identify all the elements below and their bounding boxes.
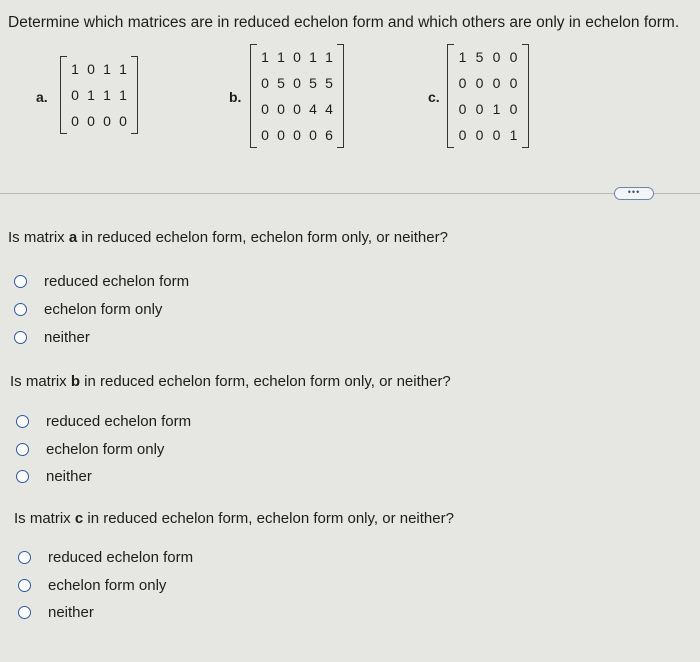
option-c-echelon[interactable] [18,577,166,594]
matrix-a-label: a. [36,89,48,105]
bracket-serif [251,147,257,148]
option-label: reduced echelon form [46,413,192,430]
bracket-serif [131,133,137,134]
question-c-matrix: c [74,510,84,527]
question-c-post: in reduced echelon form, echelon form only, or neither? [83,510,454,527]
matrix-cell: 0 [509,75,518,91]
bracket-serif [61,56,67,57]
matrix-cell: 1 [103,87,111,103]
bracket-serif [131,56,137,57]
question-b-pre: Is matrix [10,373,71,390]
matrix-cell: 1 [119,61,127,77]
matrix-cell: 0 [475,127,484,143]
matrix-cell: 1 [325,49,333,65]
option-a-neither[interactable] [14,329,90,346]
matrix-cell: 0 [87,113,95,129]
matrix-cell: 0 [277,101,285,117]
option-a-echelon[interactable] [14,301,162,318]
option-label: neither [44,329,90,346]
option-label: neither [48,604,94,621]
bracket-serif [522,44,528,45]
bracket-serif [337,147,343,148]
matrix-cell: 0 [509,49,518,65]
matrix-cell: 5 [475,49,484,65]
question-b [10,373,451,390]
matrix-cell: 0 [475,75,484,91]
matrix-cell: 0 [293,75,301,91]
question-a-matrix: a [68,229,78,246]
matrix-b-label: b. [229,89,242,105]
option-b-echelon[interactable] [16,441,164,458]
question-b-matrix: b [70,373,81,390]
radio-icon[interactable] [14,275,27,288]
option-label: reduced echelon form [44,273,190,290]
matrix-cell: 5 [277,75,285,91]
option-label: echelon form only [44,301,163,318]
matrix-cell: 1 [458,49,467,65]
matrix-cell: 1 [71,61,79,77]
bracket-serif [337,44,343,45]
option-a-reduced[interactable] [14,273,189,290]
option-label: reduced echelon form [48,549,194,566]
matrix-cell: 1 [509,127,518,143]
matrix-cell: 0 [458,101,467,117]
matrix-c-label: c. [428,89,440,105]
matrix-cell: 5 [309,75,317,91]
question-c [14,510,454,527]
option-c-reduced[interactable] [18,549,193,566]
matrix-cell: 0 [71,113,79,129]
question-a-post: in reduced echelon form, echelon form only, or neither? [77,229,448,246]
radio-icon[interactable] [18,606,31,619]
bracket-serif [251,44,257,45]
matrix-a-grid [60,56,138,134]
matrix-cell: 0 [475,101,484,117]
matrix-cell: 0 [293,49,301,65]
instructions-text: Determine which matrices are in reduced echelon form and which others are only in echelon form. [8,14,680,31]
section-divider [0,193,700,194]
matrix-cell: 0 [458,75,467,91]
question-a [8,229,448,246]
matrix-cell: 6 [325,127,333,143]
matrix-cell: 1 [261,49,269,65]
matrix-cell: 1 [277,49,285,65]
matrix-cell: 0 [119,113,127,129]
radio-icon[interactable] [18,579,31,592]
radio-icon[interactable] [14,331,27,344]
matrix-cell: 1 [87,87,95,103]
matrix-cell: 0 [492,49,501,65]
matrix-cell: 0 [261,127,269,143]
option-label: neither [46,468,92,485]
matrix-cell: 0 [492,127,501,143]
bracket-serif [522,147,528,148]
matrix-cell: 4 [325,101,333,117]
more-options-button[interactable]: ••• [614,187,654,200]
option-b-neither[interactable] [16,468,92,485]
matrix-cell: 1 [119,87,127,103]
matrix-cell: 5 [325,75,333,91]
matrix-cell: 0 [103,113,111,129]
question-c-pre: Is matrix [14,510,75,527]
bracket-serif [448,44,454,45]
bracket-serif [61,133,67,134]
option-label: echelon form only [48,577,167,594]
matrix-cell: 0 [87,61,95,77]
matrix-cell: 0 [293,127,301,143]
matrix-cell: 1 [492,101,501,117]
radio-icon[interactable] [16,415,29,428]
bracket-serif [448,147,454,148]
matrix-cell: 1 [309,49,317,65]
matrix-b-grid [250,44,344,148]
question-b-post: in reduced echelon form, echelon form only, or neither? [80,373,451,390]
matrix-cell: 0 [492,75,501,91]
option-label: echelon form only [46,441,165,458]
question-a-pre: Is matrix [8,229,69,246]
matrix-cell: 4 [309,101,317,117]
radio-icon[interactable] [14,303,27,316]
matrix-cell: 0 [277,127,285,143]
matrix-cell: 0 [509,101,518,117]
matrix-cell: 0 [261,101,269,117]
matrix-cell: 0 [261,75,269,91]
matrix-cell: 0 [71,87,79,103]
matrix-cell: 0 [458,127,467,143]
matrix-cell: 0 [309,127,317,143]
matrix-cell: 0 [293,101,301,117]
matrix-cell: 1 [103,61,111,77]
radio-icon[interactable] [16,443,29,456]
option-c-neither[interactable] [18,604,94,621]
radio-icon[interactable] [16,470,29,483]
matrix-c-grid [447,44,529,148]
option-b-reduced[interactable] [16,413,191,430]
radio-icon[interactable] [18,551,31,564]
